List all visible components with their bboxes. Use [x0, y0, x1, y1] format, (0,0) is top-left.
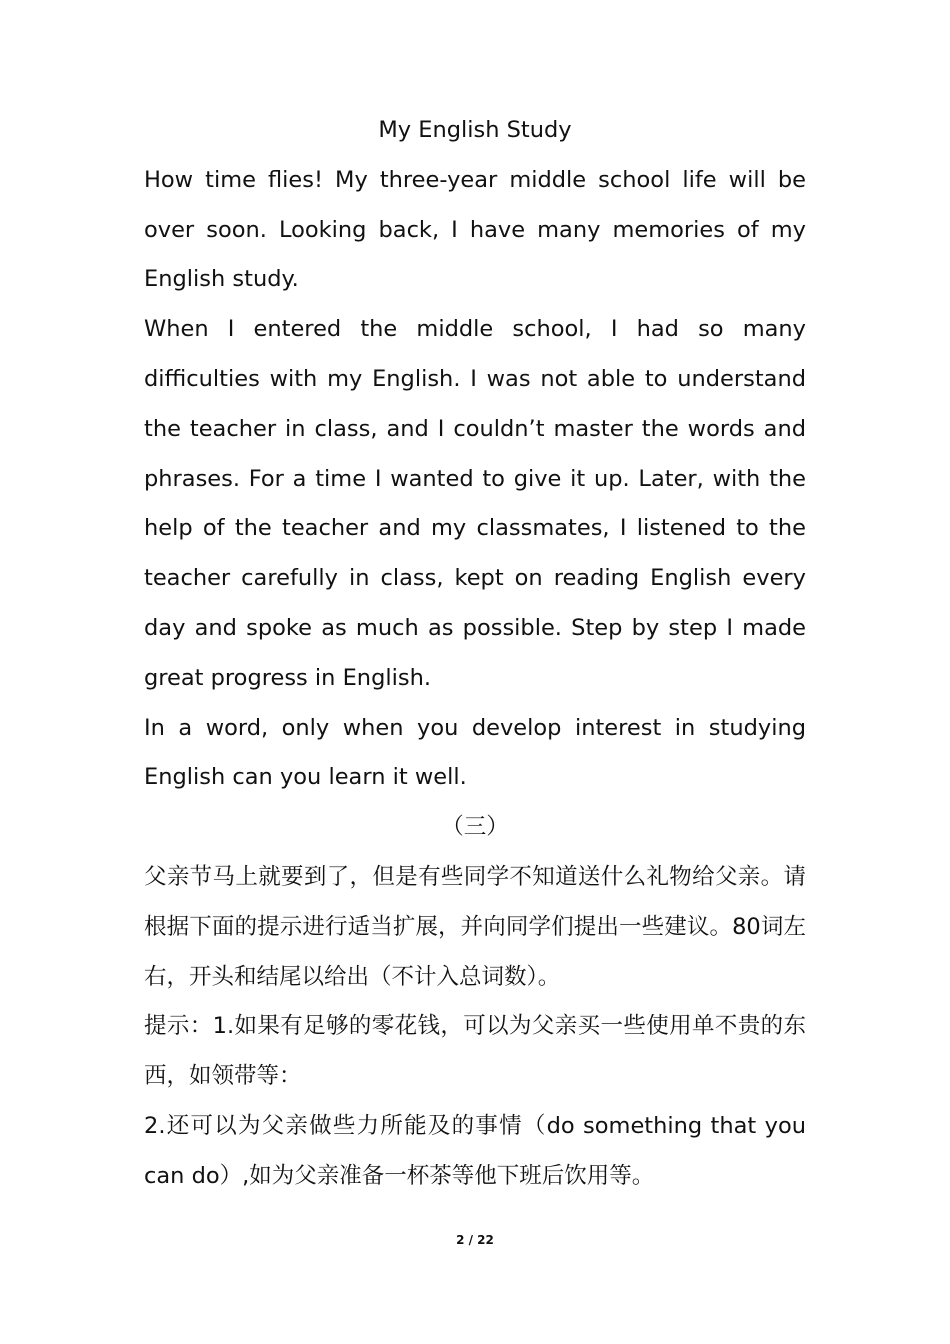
- task-paragraph-3: 2.还可以为父亲做些力所能及的事情（do something that you can do）,如为父亲准备一杯茶等他下班后饮用等。: [144, 1112, 806, 1189]
- section-heading: （三）: [441, 814, 509, 841]
- task-paragraph-2: 提示：1.如果有足够的零花钱，可以为父亲买一些使用单不贵的东西，如领带等：: [144, 1013, 806, 1090]
- essay-paragraph-1: How time flies! My three-year middle school life will be over soon. Looking back, I have many memories of my English study.: [144, 166, 806, 293]
- essay-paragraph-3: In a word, only when you develop interest in studying English can you learn it well.: [144, 714, 806, 791]
- task-paragraph-1: 父亲节马上就要到了，但是有些同学不知道送什么礼物给父亲。请根据下面的提示进行适当扩展，并向同学们提出一些建议。80词左右，开头和结尾以给出（不计入总词数）。: [144, 863, 806, 990]
- essay-paragraph-2: When I entered the middle school, I had so many difficulties with my English. I was not able to understand the teacher in class, and I couldn’t master the words and phrases. For a time I wanted to give it up. Later, with the help of the teacher and my classmates, I listened to the teacher carefully in class, kept on reading English every day and spoke as much as possible. Step by step I made great progress in English.: [144, 316, 806, 691]
- essay-title: My English Study: [378, 117, 572, 143]
- page-content: [144, 106, 806, 1202]
- page-number: 2 / 22: [456, 1233, 494, 1247]
